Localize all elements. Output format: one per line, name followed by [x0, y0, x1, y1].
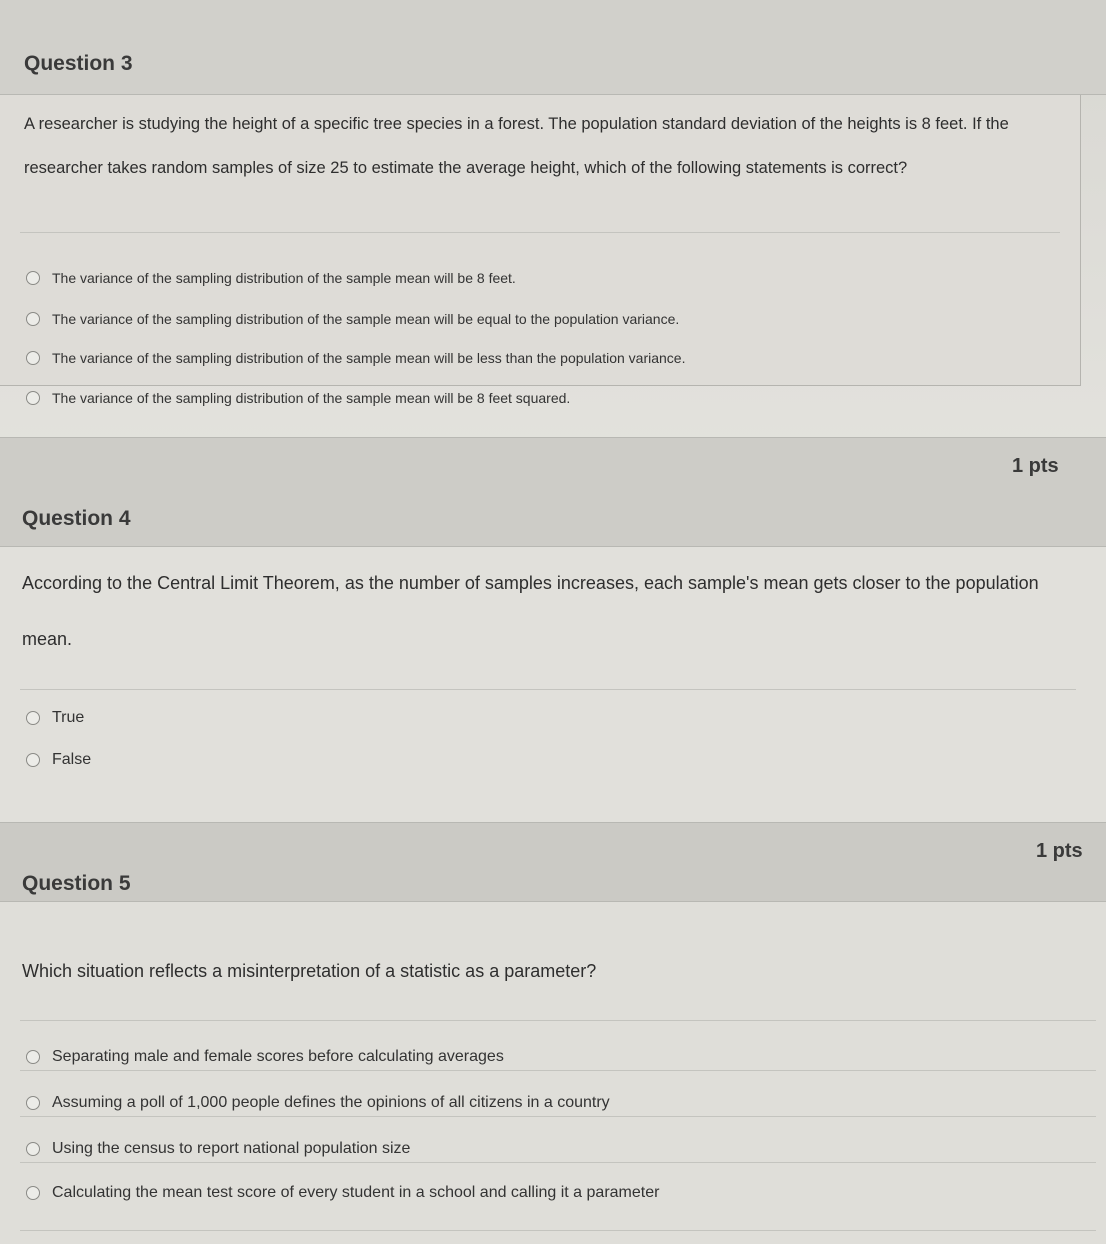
answer-label: Assuming a poll of 1,000 people defines the opinions of all citizens in a country [52, 1094, 610, 1111]
question-4-answer-true[interactable] [26, 709, 84, 727]
radio-button[interactable] [26, 1142, 40, 1156]
answer-label: False [52, 751, 92, 768]
answer-label: The variance of the sampling distribution of the sample mean will be equal to the population variance. [52, 311, 680, 327]
answer-label: The variance of the sampling distribution of the sample mean will be 8 feet squared. [52, 390, 571, 406]
divider [20, 232, 1060, 233]
question-4-header [0, 437, 1106, 547]
question-5-answer-4[interactable] [26, 1184, 659, 1202]
question-4-text: According to the Central Limit Theorem, as the number of samples increases, each sample's mean gets closer to the population mean. [22, 573, 1039, 649]
divider [20, 1230, 1096, 1231]
answer-label: The variance of the sampling distribution of the sample mean will be less than the population variance. [52, 350, 686, 366]
question-3-answer-3[interactable] [26, 350, 685, 366]
question-3-header [0, 0, 1106, 95]
question-5-text: Which situation reflects a misinterpretation of a statistic as a parameter? [22, 961, 597, 981]
radio-button[interactable] [26, 391, 40, 405]
divider [20, 1070, 1096, 1071]
divider [20, 1116, 1096, 1117]
question-5-header [0, 822, 1106, 902]
radio-button[interactable] [26, 312, 40, 326]
question-3-text: A researcher is studying the height of a specific tree species in a forest. The population standard deviation of the heights is 8 feet. If the researcher takes random samples of size 25 to estimate the average height, which of the following statements is correct? [24, 115, 1009, 177]
radio-button[interactable] [26, 351, 40, 365]
question-5-title: Question 5 [22, 872, 131, 895]
answer-label: Calculating the mean test score of every student in a school and calling it a parameter [52, 1184, 660, 1201]
divider [20, 1020, 1096, 1021]
question-4-title: Question 4 [22, 507, 131, 530]
question-4 [0, 437, 1106, 832]
question-3-answer-2[interactable] [26, 311, 679, 327]
answer-label: Using the census to report national population size [52, 1140, 411, 1157]
question-5-points: 1 pts [1036, 840, 1083, 862]
radio-button[interactable] [26, 1050, 40, 1064]
radio-button[interactable] [26, 1186, 40, 1200]
divider [20, 689, 1076, 690]
question-5-answer-3[interactable] [26, 1140, 410, 1158]
question-3 [0, 0, 1106, 440]
question-5-answer-1[interactable] [26, 1048, 504, 1066]
divider [20, 1162, 1096, 1163]
question-3-title: Question 3 [24, 52, 133, 75]
radio-button[interactable] [26, 271, 40, 285]
question-3-answer-4[interactable] [26, 390, 570, 406]
question-5 [0, 822, 1106, 1244]
radio-button[interactable] [26, 711, 40, 725]
answer-label: The variance of the sampling distribution of the sample mean will be 8 feet. [52, 270, 516, 286]
radio-button[interactable] [26, 753, 40, 767]
answer-label: True [52, 709, 85, 726]
question-3-answer-1[interactable] [26, 270, 516, 286]
question-5-answer-2[interactable] [26, 1094, 610, 1112]
question-4-points: 1 pts [1012, 455, 1059, 477]
answer-label: Separating male and female scores before calculating averages [52, 1048, 504, 1065]
question-4-answer-false[interactable] [26, 751, 91, 769]
radio-button[interactable] [26, 1096, 40, 1110]
